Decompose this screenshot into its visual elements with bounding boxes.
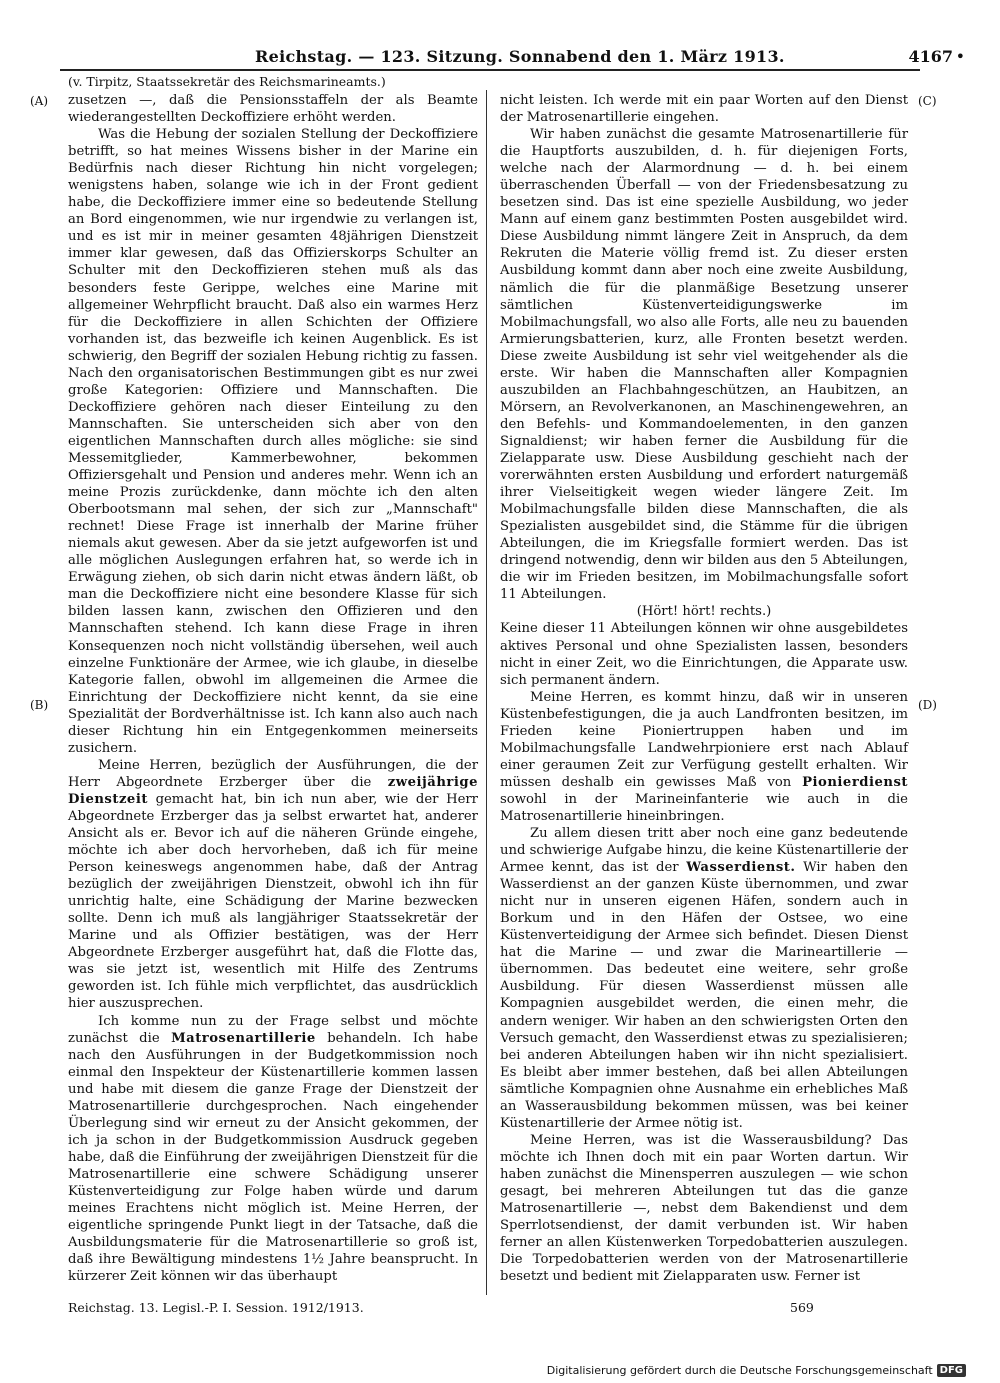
text-run: Ich komme nun zu der Frage selbst und möchte zunächst die [68,1013,478,1046]
credit-text: Digitalisierung gefördert durch die Deutsche Forschungsgemeinschaft [546,1364,933,1377]
text-run: gemacht hat, bin ich nun aber, wie der Herr Abgeordnete Erzberger das ja selbst erwartet hat, anderer Ansicht als er. Bevor ich auf die näheren Gründe eingehe, möchte ich aber doch hervorheben, daß ich für meine Person keineswegs angenommen habe, daß der Antrag bezüglich der zweijährigen Dienstzeit, obwohl ich ihn für unrichtig halte, eine Schädigung der Marine bezwecken sollte. Denn ich muß als langjähriger Staatssekretär der Marine und als Offizier bestätigen, was der Herr Abgeordnete Erzberger ausgeführt hat, daß die Flotte das, was sie jetzt ist, wesentlich mit Hilfe des Zentrums geworden ist. Ich fühle mich verpflichtet, das ausdrücklich hier auszusprechen. [68,791,478,1012]
footer-imprint: Reichstag. 13. Legisl.-P. I. Session. 1912/1913. [68,1300,364,1315]
text-run: Wir haben den Wasserdienst an der ganzen Küste übernommen, und zwar nicht nur in unseren eigenen Häfen, sondern auch in Borkum und in den Häfen der Ostsee, wo eine Küstenverteidigung der Armee sich befindet. Diesen Dienst hat die Marine — und zwar die Marineartillerie — übernommen. Das bedeutet eine weitere, sehr große Ausbildung. Für diesen Wasserdienst müssen alle Kompagnien ausgebildet werden, die einen mehr, die andern weniger. Wir haben an den schwierigsten Orten den Versuch gemacht, den Wasserdienst etwas zu spezialisieren; bei anderen Abteilungen haben wir ihn nicht spezialisiert. Es bleibt aber immer bestehen, daß bei allen Abteilungen sämtliche Kompagnien ohne Ausnahme ein erhebliches Maß an Wasserausbildung bekommen müssen, was bei keiner Küstenartillerie der Armee nötig ist. [500,860,908,1131]
text-run: behandeln. Ich habe nach den Ausführungen in der Budgetkommission noch einmal den Inspekteur der Küstenartillerie kommen lassen und habe mit diesem die ganze Frage der Dienstzeit der Matrosenartillerie durchgesprochen. Nach eingehender Überlegung sind wir erneut zu der Ansicht gekommen, der ich ja schon in der Budgetkommission Ausdruck gegeben habe, daß die Einführung der zweijährigen Dienstzeit für die Matrosenartillerie eine schwere Schädigung unserer Küstenverteidigung zur Folge haben würde und darum meines Erachtens nicht möglich ist. Meine Herren, der eigentliche springende Punkt liegt in der Tatsache, daß die Ausbildungsmaterie für die Matrosenartillerie so groß ist, daß ihre Bewältigung mindestens 1½ Jahre beansprucht. In kürzerer Zeit können wir das überhaupt [68,1030,479,1285]
emphasis: Matrosenartillerie [171,1030,316,1046]
paragraph: Meine Herren, was ist die Wasserausbildung? Das möchte ich Ihnen doch mit ein paar Worten dartun. Wir haben zunächst die Minensperren auszulegen — wie schon gesagt, bei mehreren Abteilungen tut das die ganze Matrosenartillerie —, nebst dem Bakendienst und dem Sperrlotsendienst, der damit verbunden ist. Wir haben ferner an allen Küstenwerken Torpedobatterien auszulegen. Die Torpedobatterien werden von der Matrosenartillerie besetzt und bedient mit Zielapparaten usw. Ferner ist [500,1132,908,1285]
interjection: (Hört! hört! rechts.) [636,604,772,620]
paragraph: Was die Hebung der sozialen Stellung der Deckoffiziere betrifft, so hat meines Wissens bisher in der Marine ein Bedürfnis nach dieser Richtung hin nicht vorgelegen; wenigstens haben, solange wie ich in der Front gedient habe, die Deckoffiziere immer eine so bedeutende Stellung an Bord eingenommen, wie nur irgendwie zu verlangen ist, und es ist mir in meiner gesamten 48jährigen Dienstzeit immer klar gewesen, daß das Offizierskorps Schulter an Schulter mit den Deckoffizieren stehen muß als das besonders feste Gerippe, welches eine Marine mit allgemeiner Wehrpflicht braucht. Daß also ein warmes Herz für die Deckoffiziere in allen Schichten der Offiziere vorhanden ist, das bezweifle ich keinen Augenblick. Es ist schwierig, den Begriff der sozialen Hebung richtig zu fassen. Nach den organisatorischen Bestimmungen gibt es nur zwei große Kategorien: Offiziere und Mannschaften. Die Deckoffiziere gehören nach dieser Einteilung zu den Mannschaften. Sie unterscheiden sich aber von den eigentlichen Mannschaften durch alles mögliche: sie sind Messemitglieder, Kammerbewohner, bekommen Offiziersgehalt und Pension und anderes mehr. Wenn ich an meine Prozis zurückdenke, dann möchte ich den alten Oberbootsmann mal sehen, der sich zur „Mannschaft" rechnet! Diese Frage ist innerhalb der Marine früher niemals akut gewesen. Aber da sie jetzt aufgeworfen ist und alle möglichen Auslegungen erfahren hat, so werde ich in Erwägung ziehen, ob sich darin nicht etwas ändern läßt, ob man die Deckoffiziere nicht eine besondere Klasse für sich bilden lassen kann, zwischen den Offizieren und den Mannschaften stehend. Ich kann diese Frage in ihren Konsequenzen noch nicht vollständig übersehen, weil auch einzelne Funktionäre der Armee, wie ich glaube, in dieselbe Kategorie fallen, obwohl im allgemeinen die Armee die Einrichtung der Deckoffiziere nicht kennt, da sie eine Spezialität der Bordverhältnisse ist. Ich kann also auch nach dieser Richtung hin ein Entgegenkommen meinerseits zusichern. [68,127,478,756]
emphasis: zweijährige Dienstzeit [68,774,478,807]
text-run: Zu allem diesen tritt aber noch eine ganz bedeutende und schwierige Aufgabe hinzu, die keine Küstenartillerie der Armee kennt, das ist der [500,826,908,876]
paragraph [500,825,908,1132]
paragraph [500,689,908,825]
running-head: Reichstag. — 123. Sitzung. Sonnabend den 1. März 1913. [255,47,785,66]
speaker-line: (v. Tirpitz, Staatssekretär des Reichsmarineamts.) [68,74,386,89]
text-column-right [500,92,908,1285]
text-run: Meine Herren, es kommt hinzu, daß wir in unseren Küstenbefestigungen, die ja auch Landfronten besitzen, im Frieden keine Pioniertruppen haben und im Mobilmachungsfalle Landwehrpioniere erst nach Ablauf einer geraumen Zeit zur Verfügung gestellt erhalten. Wir müssen deshalb ein gewisses Maß von [500,689,908,790]
sheet-signature: 569 [790,1300,814,1315]
header-rule [60,69,920,71]
margin-marker-b: (B) [30,698,49,712]
dfg-logo: DFG [937,1364,966,1377]
paragraph: nicht leisten. Ich werde mit ein paar Worten auf den Dienst der Matrosenartillerie eingehen. [500,93,908,126]
text-run: Meine Herren, bezüglich der Ausführungen, die der Herr Abgeordnete Erzberger über die [68,757,478,790]
bullet-mark: • [955,47,965,66]
margin-marker-a: (A) [30,94,49,108]
emphasis: Pionierdienst [802,774,908,790]
running-header [60,47,965,69]
emphasis: Wasserdienst. [686,860,796,876]
paragraph: Keine dieser 11 Abteilungen können wir ohne ausgebildetes aktives Personal und ohne Spezialisten lassen, besonders nicht in einer Zeit, wo die Einrichtungen, die Apparate usw. sich permanent ändern. [500,621,908,688]
text-column-left [68,92,478,1285]
digitization-credit [547,1364,966,1377]
column-divider [486,90,487,1295]
margin-marker-c: (C) [918,94,937,108]
page-number: 4167 [908,47,953,66]
margin-marker-d: (D) [918,698,937,712]
paragraph: Wir haben zunächst die gesamte Matrosenartillerie für die Hauptforts auszubilden, d. h. für diejenigen Forts, welche nach der Alarmordnung — d. h. bei einem überraschenden Überfall — von der Friedensbesatzung zu besetzen sind. Das ist eine spezielle Ausbildung, wo jeder Mann auf einem ganz bestimmten Posten ausgebildet wird. Diese Ausbildung nimmt längere Zeit in Anspruch, da dem Rekruten die Materie völlig fremd ist. Zu dieser ersten Ausbildung kommt dann aber noch eine zweite Ausbildung, nämlich die für die planmäßige Besetzung unserer sämtlichen Küstenverteidigungswerke im Mobilmachungsfall, wo also alle Forts, alle neu zu bauenden Armierungsbatterien, kurz, alle Fronten besetzt werden. Diese zweite Ausbildung ist sehr viel weitgehender als die erste. Wir haben die Mannschaften aller Kompagnien auszubilden an Flachbahngeschützen, an Haubitzen, an Mörsern, an Revolverkanonen, an Maschinengewehren, an den Befehls- und Kommandoelementen, in den ganzen Signaldienst; wir haben ferner die Ausbildung für die Zielapparate usw. Diese Ausbildung geschieht nach der vorerwähnten ersten Ausbildung und erfordert naturgemäß ihrer Vielseitigkeit wegen wieder längere Zeit. Im Mobilmachungsfalle bilden diese Mannschaften, die als Spezialisten ausgebildet sind, die Stämme für die übrigen Abteilungen, die im Kriegsfalle formiert werden. Das ist dringend notwendig, denn wir bilden aus den 5 Abteilungen, die wir im Frieden besitzen, im Mobilmachungsfalle sofort 11 Abteilungen. [500,127,908,603]
paragraph [68,1013,478,1286]
paragraph: zusetzen —, daß die Pensionsstaffeln der als Beamte wiederangestellten Deckoffiziere erhöht werden. [68,93,478,126]
text-run: sowohl in der Marineinfanterie wie auch in die Matrosenartillerie hineinbringen. [500,791,908,824]
paragraph [68,757,478,1013]
